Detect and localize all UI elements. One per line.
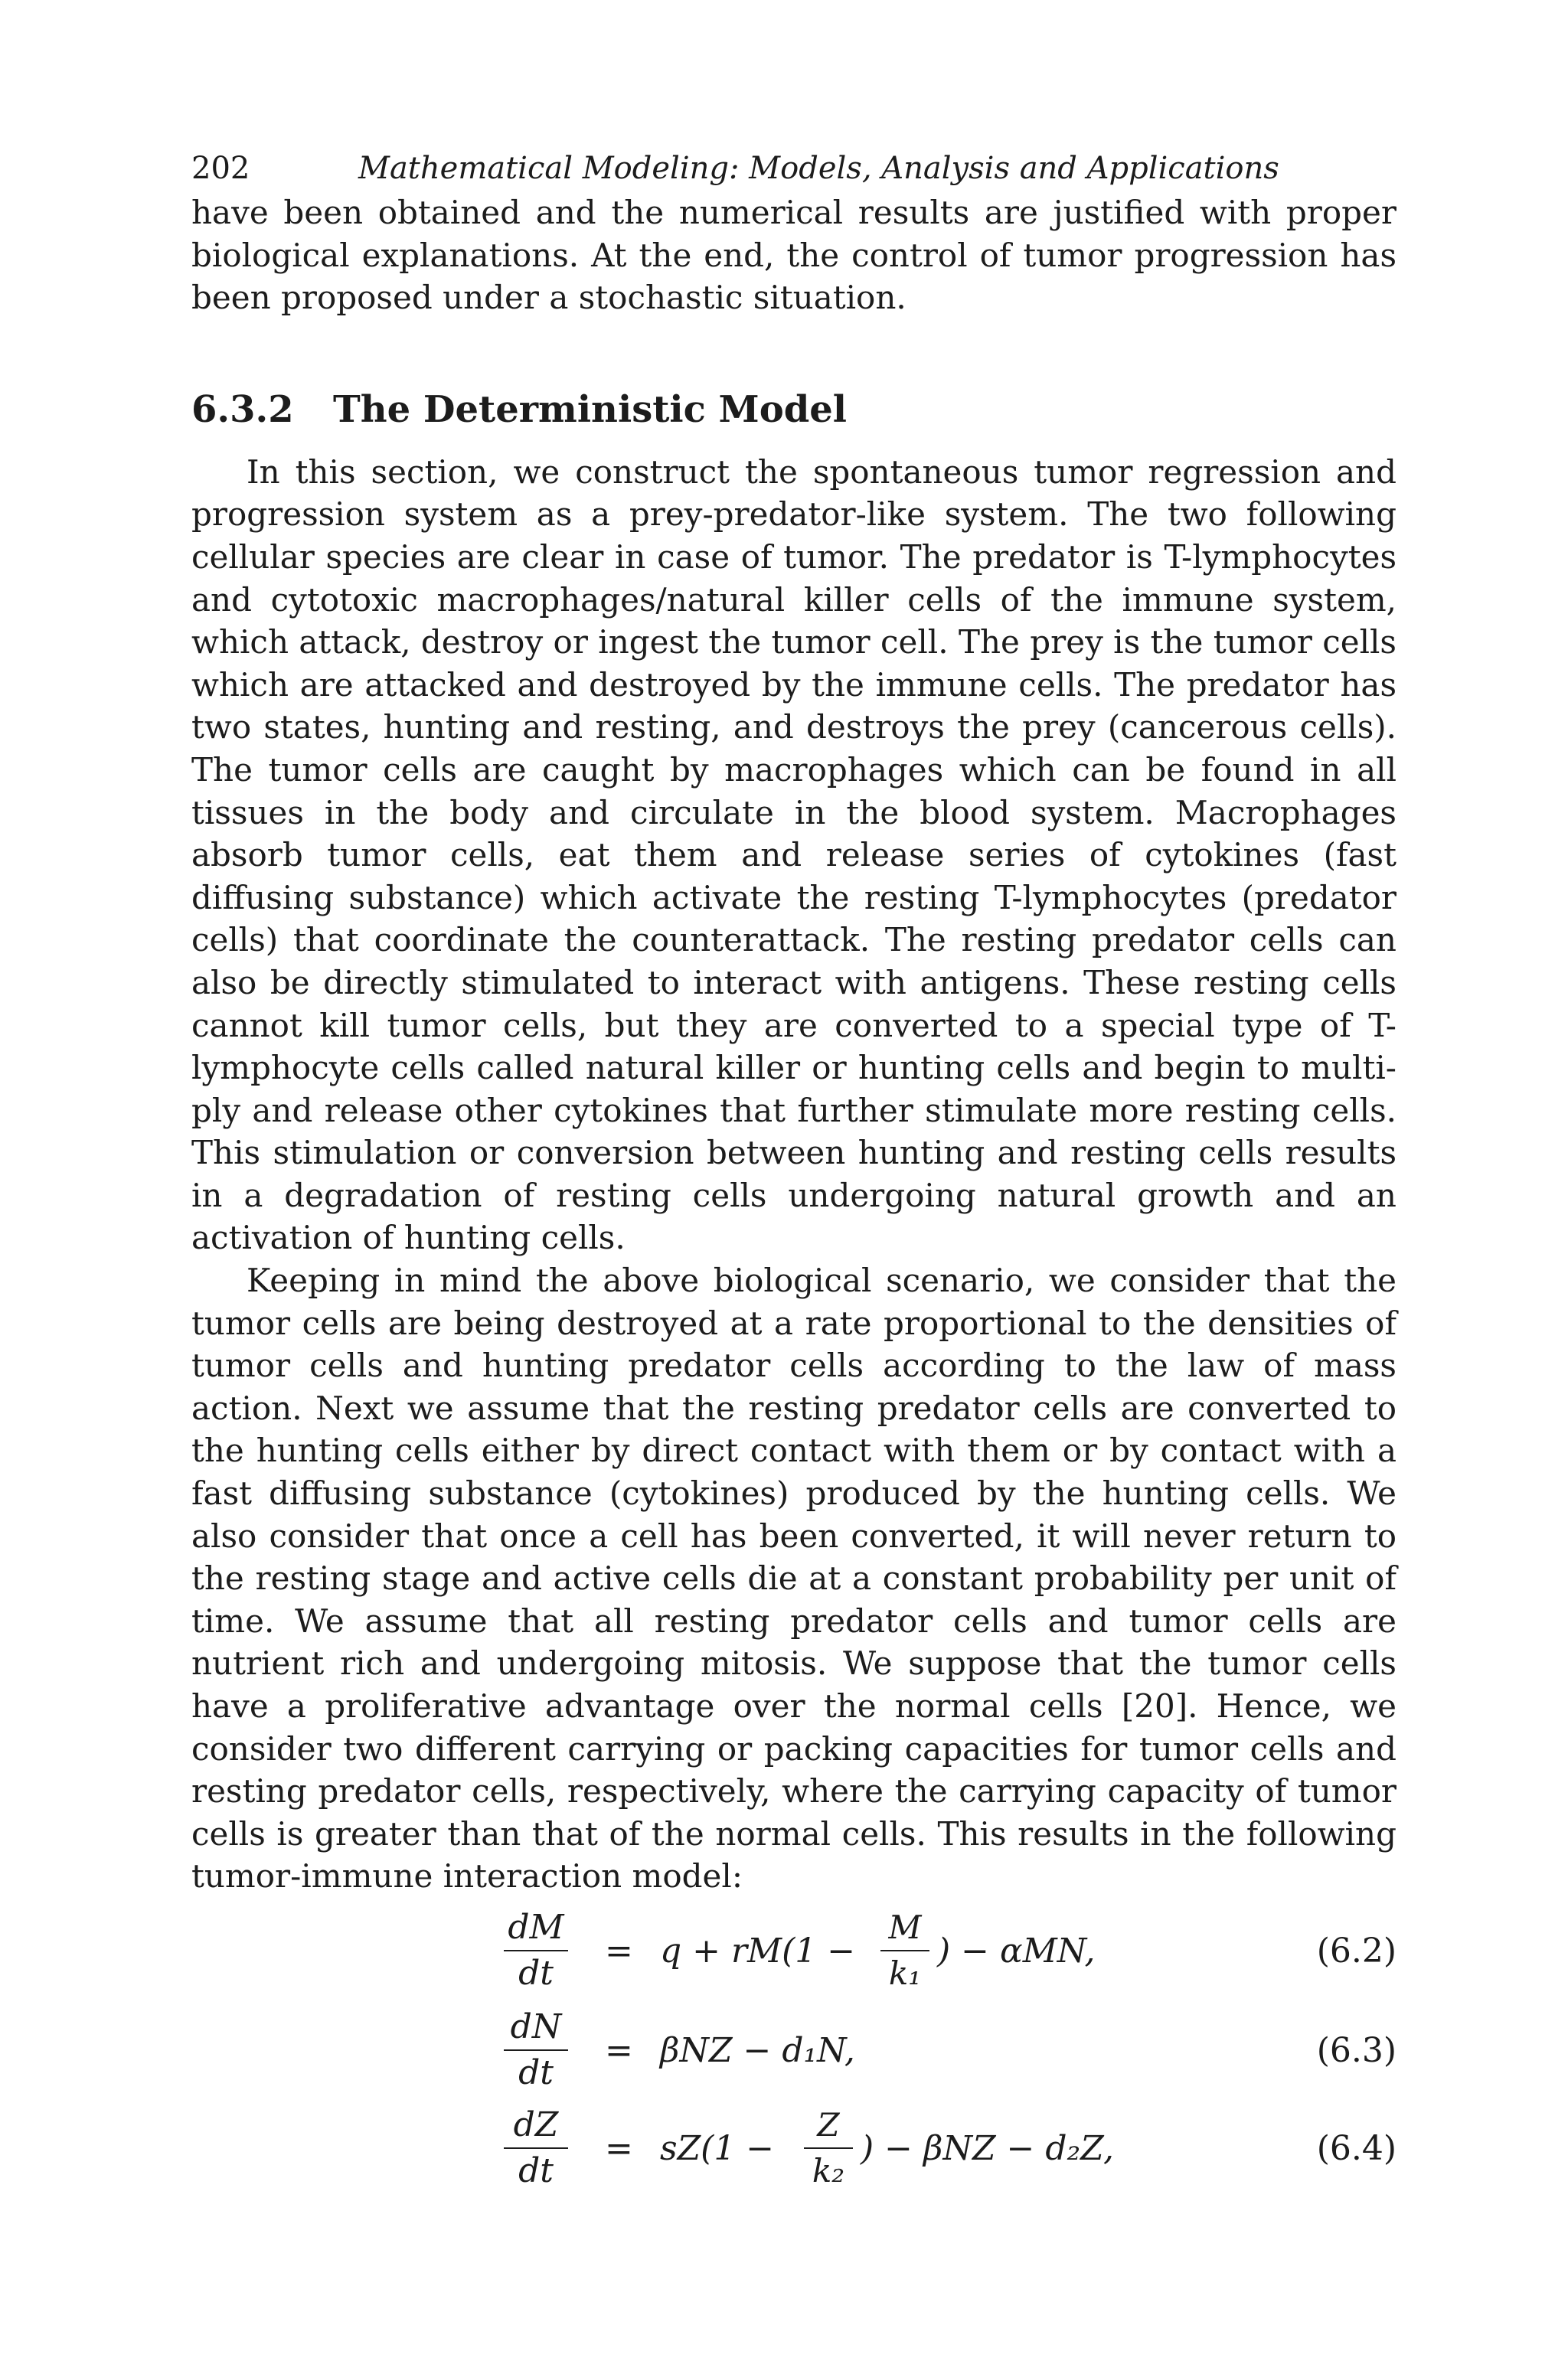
equation-rhs-start: q + rM(1 −: [660, 1931, 856, 1971]
paragraph-continuation: have been obtained and the numerical results are justified with proper biological explanations. At the end, the control of tumor progression has been proposed under a stochastic situation.: [191, 194, 1396, 317]
equals-sign: =: [605, 1931, 633, 1971]
equation-number: (6.2): [1316, 1931, 1396, 1971]
equation-system: [191, 1907, 1396, 2213]
equation-6-2: [191, 1907, 1396, 1999]
page-number: 202: [191, 151, 250, 186]
equation-6-4: [191, 2105, 1396, 2196]
equation-rhs-end: ) − αMN,: [937, 1931, 1096, 1971]
equation-number: (6.3): [1316, 2030, 1396, 2070]
equation-rhs-start: sZ(1 −: [660, 2128, 775, 2168]
rhs-numerator: M: [888, 1908, 922, 1946]
fraction-bar: [880, 1950, 929, 1951]
running-head: [191, 145, 1396, 191]
paragraph-model-assumptions: Keeping in mind the above biological scenario, we consider that the tumor cells are being destroyed at a rate proportional to the densities of tumor cells and hunting predator cells according to the law of mass action. Next we assume that the resting predator cells are converted to the hunting cells either by direct contact with them or by contact with a fast diffusing substance (cytokines) produced by the hunting cells. We also consider that once a cell has been converted, it will never return to the resting stage and active cells die at a constant probability per unit of time. We assume that all resting predator cells and tumor cells are nutrient rich and undergoing mitosis. We suppose that the tumor cells have a proliferative advantage over the normal cells [20]. Hence, we consider two different carrying or packing capacities for tumor cells and resting predator cells, respectively, where the carrying capacity of tumor cells is greater than that of the normal cells. This results in the following tumor-immune interaction model:: [191, 1262, 1396, 1896]
equation-lhs-fraction: [504, 1907, 568, 1994]
book-page: [191, 145, 1396, 2213]
lhs-denominator: dt: [518, 1953, 554, 1993]
equation-rhs-end: ) − βNZ − d₂Z,: [861, 2128, 1114, 2168]
equation-lhs-fraction: [504, 2007, 568, 2094]
lhs-numerator: dN: [510, 2007, 562, 2046]
section-number: 6.3.2: [191, 387, 294, 431]
paragraph-model-description: In this section, we construct the spontaneous tumor regression and progression system as a prey-predator-like system. The two following cellular species are clear in case of tumor. The predator is T-lymphocytes and cytotoxic macrophages/natural killer cells of the immune system, which attack, destroy or ingest the tumor cell. The prey is the tumor cells which are attacked and destroyed by the immune cells. The predator has two states, hunting and resting, and destroys the prey (cancerous cells). The tumor cells are caught by macrophages which can be found in all tissues in the body and circulate in the blood system. Macrophages absorb tumor cells, eat them and release series of cytokines (fast diffusing substance) which activate the resting T-​lymphocytes (predator cells) that coordinate the counterattack. The resting predator cells can also be directly stimulated to interact with antigens. These resting cells cannot kill tumor cells, but they are converted to a special type of T-lymphocyte cells called natural killer or hunting cells and begin to multiply and release other cytokines that further stimulate more resting cells. This stimulation or conversion between hunting and resting cells results in a degradation of resting cells undergoing natural growth and an activation of hunting cells.: [191, 452, 1396, 1257]
equation-6-3: [191, 2007, 1396, 2098]
equation-rhs: βNZ − d₁N,: [660, 2030, 855, 2070]
rhs-denominator: k₁: [888, 1954, 922, 1992]
equals-sign: =: [605, 2128, 633, 2168]
lhs-numerator: dZ: [513, 2105, 559, 2144]
rhs-numerator: Z: [817, 2105, 840, 2144]
rhs-denominator: k₂: [812, 2151, 845, 2190]
lhs-denominator: dt: [518, 2052, 554, 2092]
lhs-numerator: dM: [508, 1907, 564, 1947]
fraction-bar: [504, 1950, 568, 1951]
equation-lhs-fraction: [504, 2105, 568, 2192]
fraction-bar: [804, 2147, 853, 2149]
equation-rhs-fraction: [804, 2105, 853, 2192]
section-title: The Deterministic Model: [333, 387, 848, 431]
running-title: Mathematical Modeling: Models, Analysis and Applications: [358, 151, 1279, 186]
fraction-bar: [504, 2147, 568, 2149]
lhs-denominator: dt: [518, 2150, 554, 2190]
equals-sign: =: [605, 2030, 633, 2070]
equation-rhs-fraction: [880, 1907, 929, 1994]
equation-number: (6.4): [1316, 2128, 1396, 2168]
section-heading: [191, 387, 1396, 433]
fraction-bar: [504, 2049, 568, 2051]
